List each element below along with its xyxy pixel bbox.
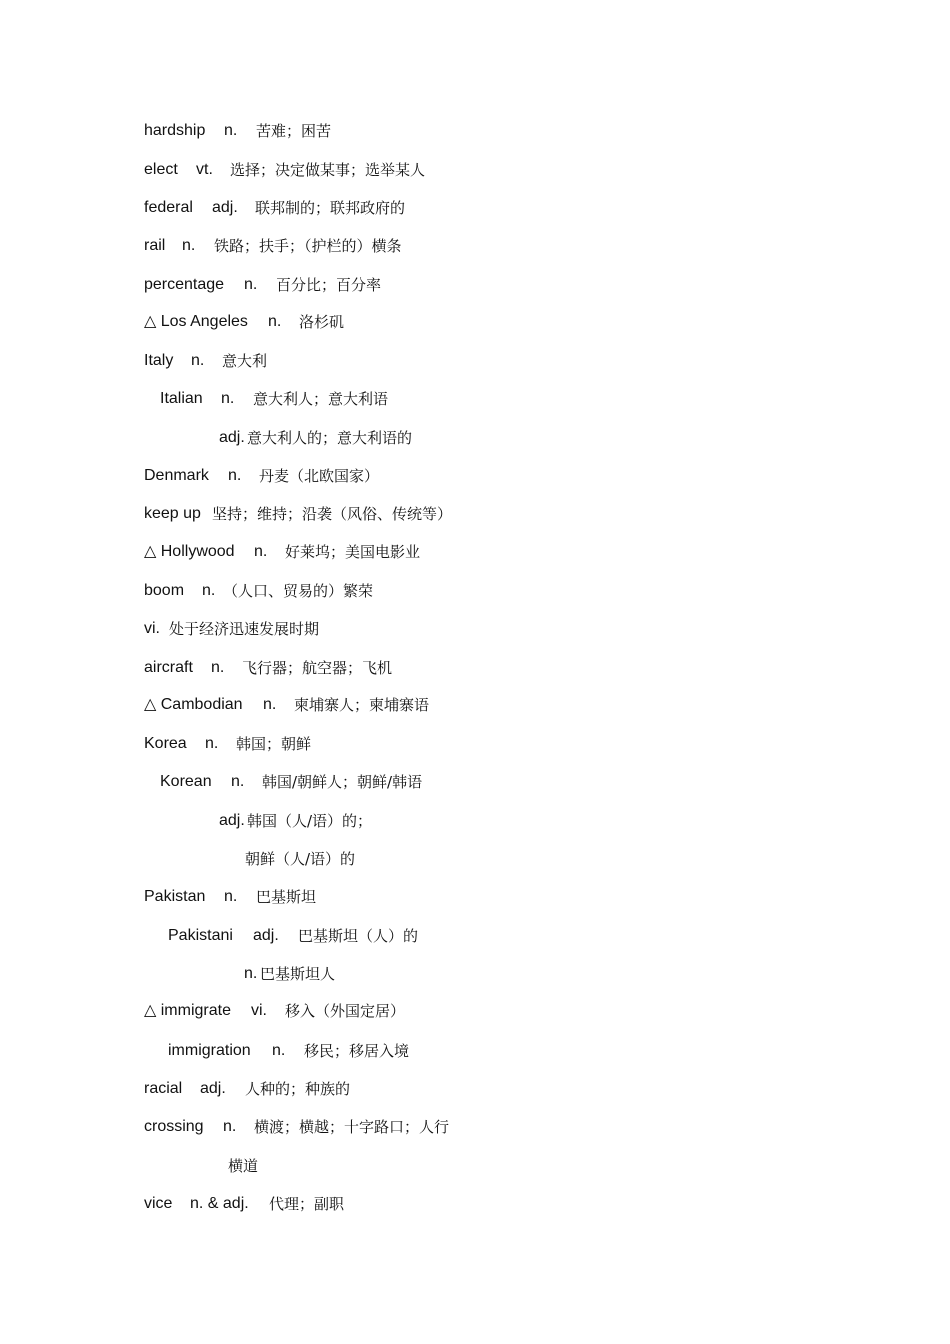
entry-definition: 处于经济迅速发展时期 [169, 620, 320, 638]
entry-word: vice [144, 1195, 173, 1212]
entry-pos: n. & adj. [190, 1195, 249, 1212]
entry-definition: 意大利 [222, 352, 268, 370]
entry-word: Korea [144, 735, 187, 752]
entry-word: keep up [144, 505, 201, 522]
entry-pos: n. [211, 659, 225, 676]
entry-definition: 选择；决定做某事；选举某人 [230, 161, 426, 179]
entry-pos: n. [272, 1042, 286, 1059]
entry-word: immigration [168, 1042, 251, 1059]
entry-pos: n. [224, 888, 238, 905]
entry-pos: n. [182, 237, 196, 254]
entry-pos: adj. [253, 927, 279, 944]
entry-pos: n. [254, 543, 268, 560]
entry-definition: 人种的；种族的 [245, 1080, 351, 1098]
entry-word: Denmark [144, 467, 209, 484]
entry-definition: 意大利人；意大利语 [253, 390, 389, 408]
entry-definition: 巴基斯坦（人）的 [298, 927, 419, 945]
entry-word: adj. [219, 812, 245, 829]
entry-definition: 移民；移居入境 [304, 1042, 410, 1060]
entry-word: crossing [144, 1118, 204, 1135]
entry-pos: n. [268, 313, 282, 330]
entry-definition: 联邦制的；联邦政府的 [255, 199, 406, 217]
entry-word: adj. [219, 429, 245, 446]
entry-pos: n. [224, 122, 238, 139]
entry-definition: 韩国（人/语）的； [247, 812, 373, 830]
entry-definition: 丹麦（北欧国家） [259, 467, 380, 485]
entry-word: △ Hollywood [144, 543, 235, 560]
entry-definition: 移入（外国定居） [285, 1002, 406, 1020]
entry-definition: 韩国；朝鲜 [236, 735, 312, 753]
entry-word: Korean [160, 773, 212, 790]
entry-definition: 铁路；扶手；（护栏的）横条 [214, 237, 402, 255]
entry-word: aircraft [144, 659, 193, 676]
entry-definition: 横道 [228, 1157, 259, 1175]
entry-pos: adj. [200, 1080, 226, 1097]
entry-word: Pakistan [144, 888, 206, 905]
entry-pos: adj. [212, 199, 238, 216]
entry-definition: 巴基斯坦人 [260, 965, 336, 983]
entry-word: Italian [160, 390, 203, 407]
entry-word: percentage [144, 276, 225, 293]
entry-pos: n. [231, 773, 245, 790]
entry-definition: 朝鲜（人/语）的 [245, 850, 356, 868]
entry-pos: n. [228, 467, 242, 484]
entry-pos: n. [223, 1118, 237, 1135]
entry-word: △ Cambodian [144, 696, 243, 713]
entry-pos: vi. [251, 1002, 267, 1019]
entry-word: racial [144, 1080, 183, 1097]
entry-definition: 巴基斯坦 [256, 888, 317, 906]
entry-definition: （人口、贸易的）繁荣 [223, 582, 374, 600]
entry-word: vi. [144, 620, 160, 637]
entry-word: hardship [144, 122, 206, 139]
entry-word: n. [244, 965, 258, 982]
entry-word: rail [144, 237, 166, 254]
entry-pos: n. [205, 735, 219, 752]
entry-definition: 坚持；维持；沿袭（风俗、传统等） [212, 505, 453, 523]
entry-pos: n. [202, 582, 216, 599]
entry-definition: 意大利人的；意大利语的 [247, 429, 413, 447]
entry-pos: n. [244, 276, 258, 293]
entry-word: △ Los Angeles [144, 313, 248, 330]
entry-pos: n. [191, 352, 205, 369]
entry-word: △ immigrate [144, 1002, 231, 1019]
entry-pos: n. [221, 390, 235, 407]
entry-word: federal [144, 199, 193, 216]
entry-pos: vt. [196, 161, 213, 178]
entry-word: boom [144, 582, 185, 599]
entry-definition: 好莱坞；美国电影业 [285, 543, 421, 561]
entry-word: Pakistani [168, 927, 233, 944]
entry-definition: 洛杉矶 [299, 313, 345, 331]
entry-definition: 代理；副职 [269, 1195, 345, 1213]
entry-definition: 横渡；横越；十字路口；人行 [254, 1118, 450, 1136]
entry-definition: 柬埔寨人；柬埔寨语 [294, 696, 430, 714]
entry-pos: n. [263, 696, 277, 713]
entry-definition: 百分比；百分率 [276, 276, 382, 294]
entry-definition: 飞行器；航空器；飞机 [242, 659, 393, 677]
entry-definition: 韩国/朝鲜人；朝鲜/韩语 [262, 773, 423, 791]
entry-word: elect [144, 161, 178, 178]
entry-word: Italy [144, 352, 174, 369]
entry-definition: 苦难；困苦 [256, 122, 332, 140]
